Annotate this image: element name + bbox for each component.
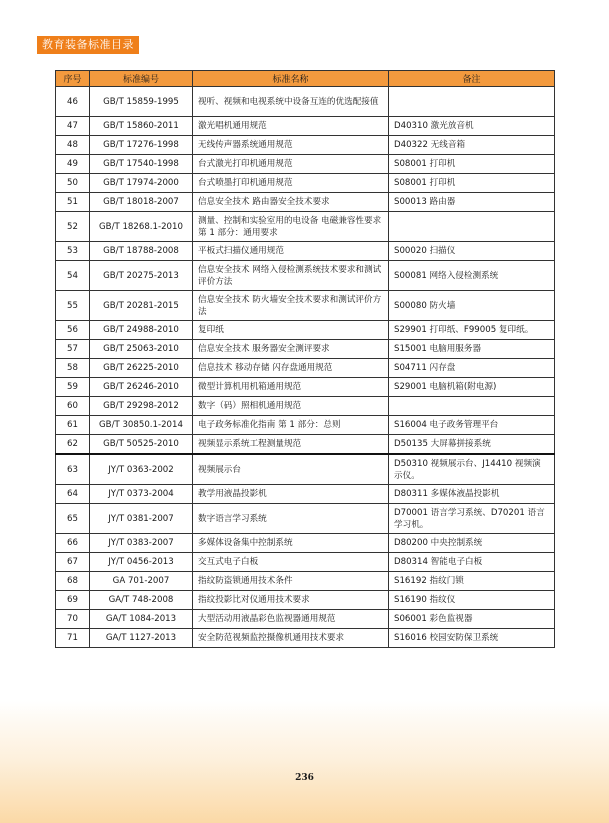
remark-cell: S16016 校园安防保卫系统 (389, 629, 555, 648)
row-number-cell: 70 (56, 610, 90, 629)
table-row (56, 261, 555, 291)
standard-code-cell: JY/T 0363-2002 (90, 454, 193, 485)
table-row (56, 242, 555, 261)
standard-code-cell: GB/T 20275-2013 (90, 261, 193, 291)
row-number-cell: 49 (56, 155, 90, 174)
remark-cell: S16192 指纹门锁 (389, 572, 555, 591)
standard-name-cell: 无线传声器系统通用规范 (193, 136, 389, 155)
remark-cell: S29001 电脑机箱(附电源) (389, 378, 555, 397)
table-row (56, 485, 555, 504)
standard-name-cell: 复印纸 (193, 321, 389, 340)
remark-cell: S16190 指纹仪 (389, 591, 555, 610)
table-row (56, 591, 555, 610)
row-number-cell: 51 (56, 193, 90, 212)
row-number-cell: 47 (56, 117, 90, 136)
table-row (56, 435, 555, 455)
catalog-section-label: 教育装备标准目录 (37, 36, 139, 54)
table-row (56, 397, 555, 416)
table-row (56, 629, 555, 648)
standard-code-cell: GB/T 20281-2015 (90, 291, 193, 321)
remark-cell: D70001 语言学习系统、D70201 语言学习机。 (389, 504, 555, 534)
standard-name-cell: 信息安全技术 路由器安全技术要求 (193, 193, 389, 212)
row-number-cell: 53 (56, 242, 90, 261)
table-row (56, 340, 555, 359)
column-header-name: 标准名称 (193, 71, 389, 87)
table-row (56, 193, 555, 212)
column-header-note: 备注 (389, 71, 555, 87)
standard-code-cell: GA/T 1127-2013 (90, 629, 193, 648)
row-number-cell: 58 (56, 359, 90, 378)
standard-code-cell: GB/T 18788-2008 (90, 242, 193, 261)
row-number-cell: 55 (56, 291, 90, 321)
table-row (56, 87, 555, 117)
standard-name-cell: 教学用液晶投影机 (193, 485, 389, 504)
remark-cell: S16004 电子政务管理平台 (389, 416, 555, 435)
row-number-cell: 61 (56, 416, 90, 435)
row-number-cell: 59 (56, 378, 90, 397)
remark-cell: D50135 大屏幕拼接系统 (389, 435, 555, 455)
page-number: 236 (295, 773, 314, 783)
table-row (56, 155, 555, 174)
row-number-cell: 67 (56, 553, 90, 572)
standard-name-cell: 台式喷墨打印机通用规范 (193, 174, 389, 193)
standard-code-cell: GB/T 17974-2000 (90, 174, 193, 193)
standard-code-cell: GB/T 24988-2010 (90, 321, 193, 340)
remark-cell: D80311 多媒体液晶投影机 (389, 485, 555, 504)
table-row (56, 117, 555, 136)
table-row (56, 212, 555, 242)
table-row (56, 553, 555, 572)
standard-code-cell: JY/T 0456-2013 (90, 553, 193, 572)
standard-code-cell: GA/T 1084-2013 (90, 610, 193, 629)
table-row (56, 136, 555, 155)
remark-cell: S29901 打印纸、F99005 复印纸。 (389, 321, 555, 340)
standard-code-cell: GB/T 30850.1-2014 (90, 416, 193, 435)
row-number-cell: 46 (56, 87, 90, 117)
table-body (56, 87, 555, 648)
remark-cell (389, 212, 555, 242)
row-number-cell: 66 (56, 534, 90, 553)
remark-cell: S15001 电脑用服务器 (389, 340, 555, 359)
row-number-cell: 71 (56, 629, 90, 648)
remark-cell: S06001 彩色监视器 (389, 610, 555, 629)
standard-name-cell: 指纹投影比对仪通用技术要求 (193, 591, 389, 610)
standard-name-cell: 视频展示台 (193, 454, 389, 485)
standard-code-cell: GB/T 17276-1998 (90, 136, 193, 155)
standard-code-cell: JY/T 0381-2007 (90, 504, 193, 534)
table-row (56, 572, 555, 591)
standard-code-cell: GB/T 18268.1-2010 (90, 212, 193, 242)
standard-code-cell: GB/T 26225-2010 (90, 359, 193, 378)
table-row (56, 416, 555, 435)
remark-cell: S00013 路由器 (389, 193, 555, 212)
standard-name-cell: 安全防范视频监控摄像机通用技术要求 (193, 629, 389, 648)
remark-cell: D80200 中央控制系统 (389, 534, 555, 553)
standard-code-cell: GB/T 18018-2007 (90, 193, 193, 212)
standard-name-cell: 激光唱机通用规范 (193, 117, 389, 136)
remark-cell: S08001 打印机 (389, 155, 555, 174)
standard-name-cell: 视频显示系统工程测量规范 (193, 435, 389, 455)
table-row (56, 174, 555, 193)
row-number-cell: 57 (56, 340, 90, 359)
row-number-cell: 69 (56, 591, 90, 610)
remark-cell: S08001 打印机 (389, 174, 555, 193)
standard-name-cell: 平板式扫描仪通用规范 (193, 242, 389, 261)
standard-name-cell: 多媒体设备集中控制系统 (193, 534, 389, 553)
table-row (56, 291, 555, 321)
standard-name-cell: 测量、控制和实验室用的电设备 电磁兼容性要求 第 1 部分：通用要求 (193, 212, 389, 242)
standard-code-cell: GB/T 50525-2010 (90, 435, 193, 455)
standard-name-cell: 台式激光打印机通用规范 (193, 155, 389, 174)
standard-code-cell: GB/T 15860-2011 (90, 117, 193, 136)
standard-code-cell: JY/T 0383-2007 (90, 534, 193, 553)
standard-code-cell: GB/T 17540-1998 (90, 155, 193, 174)
standard-name-cell: 电子政务标准化指南 第 1 部分：总则 (193, 416, 389, 435)
remark-cell: S00020 扫描仪 (389, 242, 555, 261)
remark-cell: D50310 视频展示台、J14410 视频演示仪。 (389, 454, 555, 485)
remark-cell: D40322 无线音箱 (389, 136, 555, 155)
standard-name-cell: 信息安全技术 服务器安全测评要求 (193, 340, 389, 359)
row-number-cell: 56 (56, 321, 90, 340)
table-header-row (56, 71, 555, 87)
remark-cell (389, 87, 555, 117)
standard-name-cell: 交互式电子白板 (193, 553, 389, 572)
standard-name-cell: 微型计算机用机箱通用规范 (193, 378, 389, 397)
remark-cell: S00080 防火墙 (389, 291, 555, 321)
standard-code-cell: GB/T 29298-2012 (90, 397, 193, 416)
row-number-cell: 68 (56, 572, 90, 591)
standard-code-cell: GB/T 15859-1995 (90, 87, 193, 117)
standard-code-cell: GA 701-2007 (90, 572, 193, 591)
row-number-cell: 50 (56, 174, 90, 193)
standard-name-cell: 信息安全技术 网络入侵检测系统技术要求和测试评价方法 (193, 261, 389, 291)
standard-name-cell: 数字（码）照相机通用规范 (193, 397, 389, 416)
table-row (56, 359, 555, 378)
standard-code-cell: GB/T 26246-2010 (90, 378, 193, 397)
table-row (56, 610, 555, 629)
row-number-cell: 48 (56, 136, 90, 155)
row-number-cell: 65 (56, 504, 90, 534)
standard-code-cell: JY/T 0373-2004 (90, 485, 193, 504)
standard-name-cell: 视听、视频和电视系统中设备互连的优选配接值 (193, 87, 389, 117)
standard-name-cell: 数字语言学习系统 (193, 504, 389, 534)
table-row (56, 504, 555, 534)
remark-cell: D40310 激光放音机 (389, 117, 555, 136)
row-number-cell: 60 (56, 397, 90, 416)
standard-name-cell: 信息技术 移动存储 闪存盘通用规范 (193, 359, 389, 378)
table-row (56, 454, 555, 485)
table-row (56, 534, 555, 553)
standard-code-cell: GA/T 748-2008 (90, 591, 193, 610)
standard-code-cell: GB/T 25063-2010 (90, 340, 193, 359)
column-header-code: 标准编号 (90, 71, 193, 87)
remark-cell: D80314 智能电子白板 (389, 553, 555, 572)
table-row (56, 378, 555, 397)
table-row (56, 321, 555, 340)
remark-cell (389, 397, 555, 416)
row-number-cell: 62 (56, 435, 90, 455)
standard-name-cell: 大型活动用液晶彩色监视器通用规范 (193, 610, 389, 629)
remark-cell: S00081 网络入侵检测系统 (389, 261, 555, 291)
column-header-no: 序号 (56, 71, 90, 87)
remark-cell: S04711 闪存盘 (389, 359, 555, 378)
row-number-cell: 64 (56, 485, 90, 504)
row-number-cell: 63 (56, 454, 90, 485)
row-number-cell: 54 (56, 261, 90, 291)
row-number-cell: 52 (56, 212, 90, 242)
standard-name-cell: 指纹防盗锁通用技术条件 (193, 572, 389, 591)
standards-table (55, 70, 555, 648)
standard-name-cell: 信息安全技术 防火墙安全技术要求和测试评价方法 (193, 291, 389, 321)
